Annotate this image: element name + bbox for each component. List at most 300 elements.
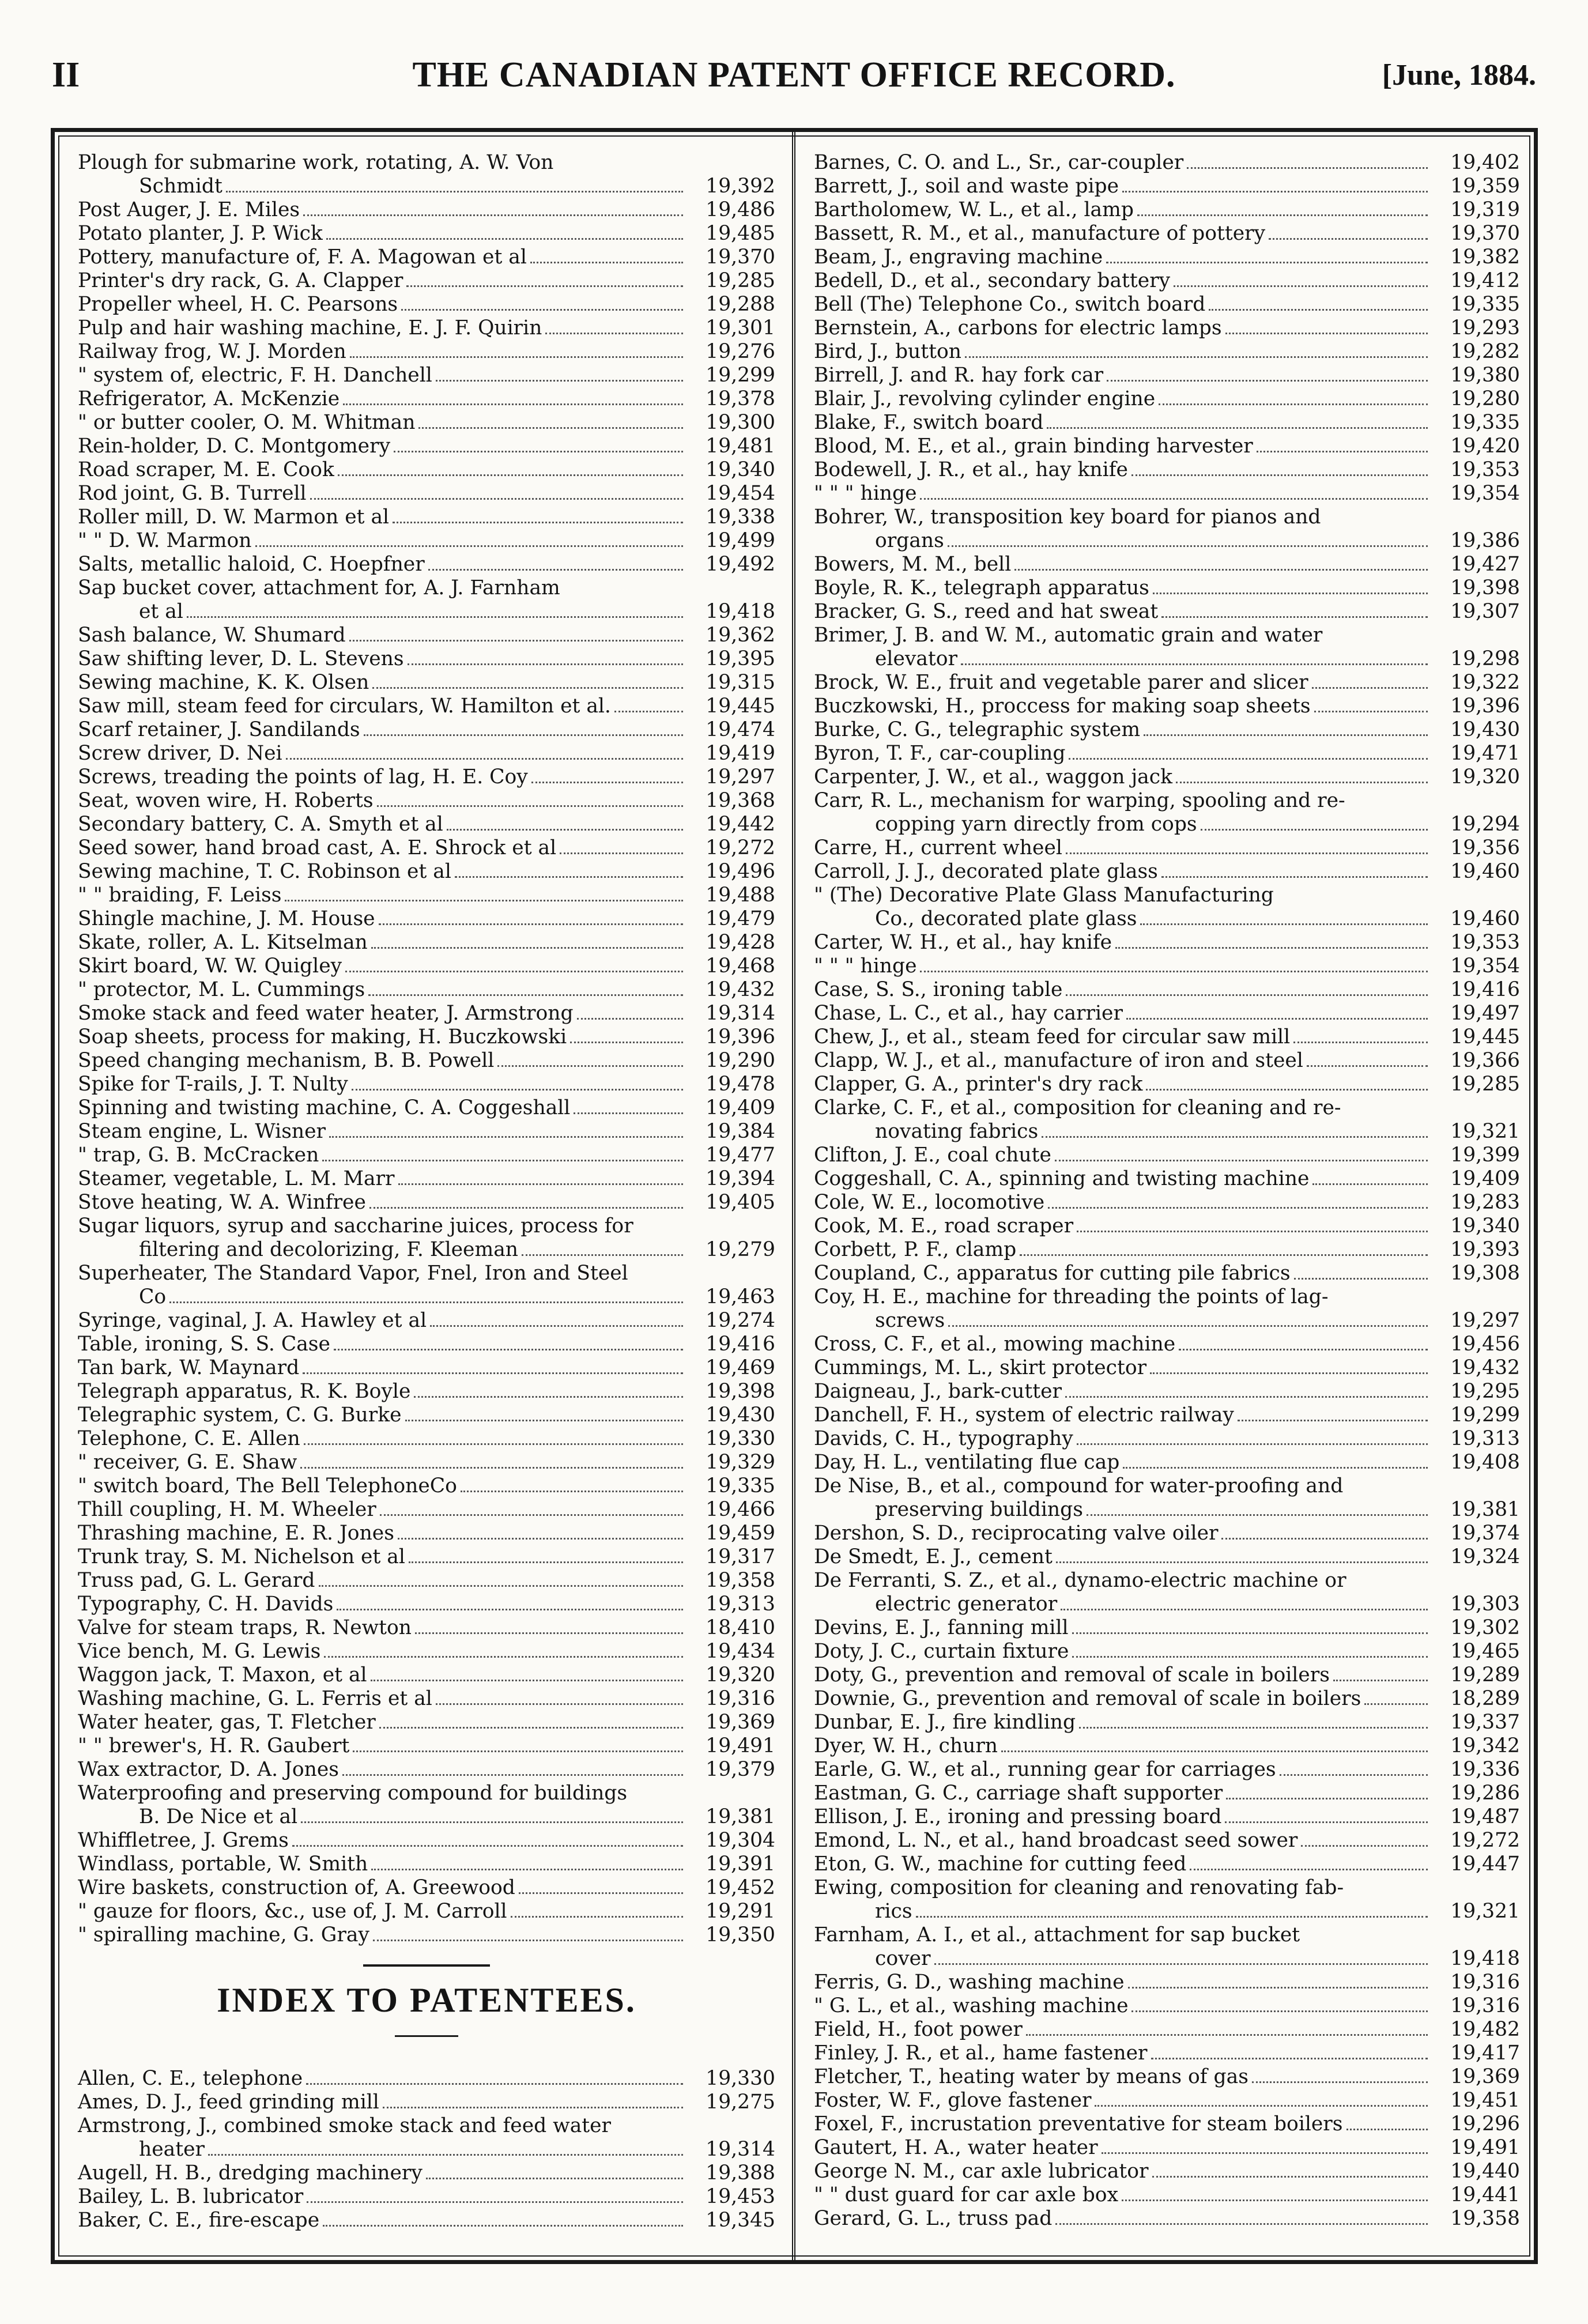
index-entry (78, 1073, 775, 1096)
index-entry (814, 1829, 1520, 1853)
entry-text (78, 387, 775, 411)
patent-number: 19,307 (1450, 600, 1520, 623)
entry-text (814, 1474, 1520, 1498)
entry-text (78, 1120, 775, 1144)
entry-text (814, 1191, 1520, 1214)
patent-number: 19,294 (1450, 813, 1520, 836)
entry-line: Scarf retainer, J. Sandilands (78, 718, 360, 741)
entry-text (814, 1545, 1520, 1569)
entry-line: Bohrer, W., transposition key board for pianos and (814, 505, 1321, 529)
page-header (52, 55, 1536, 107)
index-entry (814, 1758, 1520, 1782)
patent-number: 19,313 (706, 1593, 775, 1616)
patent-number: 19,288 (706, 293, 775, 316)
patent-number: 19,456 (1450, 1333, 1520, 1356)
patent-number: 19,398 (706, 1380, 775, 1403)
entry-line: Bernstein, A., carbons for electric lamps (814, 316, 1222, 339)
dot-leader (373, 1940, 683, 1941)
dot-leader (415, 1632, 683, 1634)
entry-line: Refrigerator, A. McKenzie (78, 387, 340, 410)
entry-text (814, 269, 1520, 293)
entry-text (814, 1971, 1520, 1994)
index-entry (814, 1262, 1520, 1285)
column-divider (792, 130, 795, 2262)
index-entry (78, 2091, 775, 2114)
patent-number: 19,419 (706, 742, 775, 765)
patent-number: 19,336 (1450, 1758, 1520, 1781)
entry-line: Co (139, 1285, 167, 1308)
entry-text (814, 576, 1520, 600)
patent-number: 19,386 (1450, 529, 1520, 552)
index-entry (814, 1522, 1520, 1545)
patent-number: 19,488 (706, 884, 775, 907)
entry-line: Sugar liquors, syrup and saccharine juices, process for (78, 1214, 633, 1238)
index-entry (814, 695, 1520, 718)
entry-text (814, 2112, 1520, 2136)
entry-line: " " brewer's, H. R. Gaubert (78, 1734, 350, 1757)
patent-number: 18,410 (706, 1616, 775, 1639)
patent-number: 19,474 (706, 718, 775, 741)
dot-leader (1055, 1160, 1428, 1161)
entry-text (78, 742, 775, 765)
entry-line: Rod joint, G. B. Turrell (78, 482, 307, 505)
index-entry (78, 316, 775, 340)
dot-leader (1122, 2200, 1428, 2201)
patent-number: 19,482 (1450, 2018, 1520, 2041)
entry-text (78, 2161, 775, 2185)
dot-leader (1077, 1231, 1428, 1232)
dot-leader (1066, 852, 1428, 854)
index-entry (814, 175, 1520, 198)
patent-number: 19,416 (706, 1333, 775, 1356)
entry-text (78, 340, 775, 364)
entry-line: Plough for submarine work, rotating, A. W. Von (78, 151, 554, 174)
patent-number: 19,313 (1450, 1427, 1520, 1450)
entry-line: Buczkowski, H., proccess for making soap sheets (814, 695, 1311, 718)
entry-text (78, 954, 775, 978)
dot-leader (1055, 2223, 1428, 2225)
patent-number: 19,378 (706, 387, 775, 410)
patent-number: 19,286 (1450, 1782, 1520, 1805)
index-entry (814, 364, 1520, 387)
dot-leader (405, 1420, 683, 1421)
index-entry (78, 2114, 775, 2161)
subject-index-list (78, 151, 775, 1947)
entry-text (814, 1238, 1520, 1262)
entry-text (814, 1829, 1520, 1853)
entry-line: heater (139, 2138, 205, 2161)
patent-number: 19,330 (706, 1427, 775, 1450)
patent-number: 19,492 (706, 553, 775, 576)
entry-text (78, 1593, 775, 1616)
entry-line: Brimer, J. B. and W. M., automatic grain and water (814, 624, 1323, 647)
index-entry (78, 789, 775, 813)
index-entry (814, 2112, 1520, 2136)
entry-text (78, 1522, 775, 1545)
entry-text (814, 1073, 1520, 1096)
index-entry (78, 624, 775, 647)
patent-number: 19,321 (1450, 1120, 1520, 1143)
entry-text (78, 2209, 775, 2232)
entry-text (814, 1640, 1520, 1663)
entry-line: Cook, M. E., road scraper (814, 1214, 1074, 1238)
entry-line: Clapp, W. J., et al., manufacture of iron and steel (814, 1049, 1303, 1072)
patent-number: 19,301 (706, 316, 775, 339)
patent-number: 19,434 (706, 1640, 775, 1663)
patent-number: 19,442 (706, 813, 775, 836)
patent-number: 18,289 (1450, 1687, 1520, 1710)
entry-text (78, 765, 775, 789)
entry-line: electric generator (875, 1593, 1058, 1616)
patent-number: 19,481 (706, 435, 775, 458)
patent-number: 19,296 (1450, 2112, 1520, 2136)
dot-leader (1176, 782, 1428, 783)
index-entry (78, 978, 775, 1002)
dot-leader (398, 1538, 683, 1540)
entry-text (814, 246, 1520, 269)
entry-line: Carre, H., current wheel (814, 836, 1062, 859)
dot-leader (1095, 2105, 1428, 2107)
entry-text (78, 1687, 775, 1711)
entry-text (814, 2160, 1520, 2183)
entry-line: " " braiding, F. Leiss (78, 884, 282, 907)
dot-leader (1226, 1798, 1428, 1799)
patent-number: 19,451 (1450, 2089, 1520, 2112)
index-entry (814, 576, 1520, 600)
entry-line: " trap, G. B. McCracken (78, 1144, 319, 1167)
entry-text (78, 647, 775, 671)
patent-number: 19,405 (706, 1191, 775, 1214)
patent-number: 19,380 (1450, 364, 1520, 387)
patent-number: 19,314 (706, 1002, 775, 1025)
index-entry (814, 1356, 1520, 1380)
entry-text (814, 151, 1520, 175)
index-entry (814, 836, 1520, 860)
entry-text (814, 435, 1520, 458)
dot-leader (1252, 2081, 1428, 2083)
patent-number: 19,279 (706, 1238, 775, 1261)
dot-leader (322, 1160, 683, 1161)
index-entry (78, 1214, 775, 1262)
dot-leader (1131, 2010, 1428, 2012)
entry-line: elevator (875, 647, 958, 670)
dot-leader (319, 1585, 684, 1587)
entry-line: " " " hinge (814, 482, 917, 505)
dot-leader (350, 356, 683, 358)
dot-leader (343, 403, 683, 405)
dot-leader (1001, 1750, 1428, 1752)
index-entry (814, 1782, 1520, 1805)
entry-line: De Ferranti, S. Z., et al., dynamo-electric machine or (814, 1569, 1346, 1592)
entry-line: filtering and decolorizing, F. Kleeman (139, 1238, 518, 1261)
entry-line: " gauze for floors, &c., use of, J. M. Carroll (78, 1900, 507, 1923)
entry-line: " " dust guard for car axle box (814, 2183, 1119, 2206)
dot-leader (377, 805, 683, 807)
index-entry (814, 2089, 1520, 2112)
entry-line: Bodewell, J. R., et al., hay knife (814, 458, 1128, 481)
index-entry (814, 954, 1520, 978)
patent-number: 19,416 (1450, 978, 1520, 1001)
patent-number: 19,452 (706, 1876, 775, 1899)
entry-continuation (814, 1120, 1520, 1144)
dot-leader (1174, 285, 1428, 287)
patent-number: 19,409 (706, 1096, 775, 1119)
index-entry (78, 293, 775, 316)
patent-number: 19,338 (706, 505, 775, 529)
entry-line: Field, H., foot power (814, 2018, 1023, 2041)
entry-line: Barnes, C. O. and L., Sr., car-coupler (814, 151, 1184, 174)
index-entry (814, 1191, 1520, 1214)
dot-leader (398, 1183, 683, 1185)
index-entry (78, 1427, 775, 1451)
entry-text (78, 1640, 775, 1663)
index-entry (814, 718, 1520, 742)
dot-leader (323, 2225, 683, 2227)
dot-leader (304, 1443, 683, 1445)
entry-text (78, 1096, 775, 1120)
entry-text (814, 671, 1520, 695)
entry-line: Clifton, J. E., coal chute (814, 1144, 1051, 1167)
issue-date: [June, 1884. (1382, 59, 1536, 92)
dot-leader (1293, 1042, 1428, 1043)
dot-leader (1201, 829, 1428, 831)
entry-line: Blood, M. E., et al., grain binding harvester (814, 435, 1253, 458)
index-entry (78, 1120, 775, 1144)
dot-leader (1047, 427, 1428, 429)
index-entry (78, 222, 775, 246)
entry-line: Bassett, R. M., et al., manufacture of pottery (814, 222, 1266, 245)
entry-line: Spinning and twisting machine, C. A. Coggeshall (78, 1096, 571, 1119)
index-entry (78, 1829, 775, 1853)
index-entry (814, 1734, 1520, 1758)
patentee-index-list-continued (814, 151, 1520, 2231)
index-entry (78, 1640, 775, 1663)
patent-number: 19,441 (1450, 2183, 1520, 2206)
dot-leader (1066, 994, 1428, 996)
patent-number: 19,316 (706, 1687, 775, 1710)
patent-number: 19,289 (1450, 1663, 1520, 1687)
dot-leader (406, 285, 683, 287)
index-entry (814, 1144, 1520, 1167)
dot-leader (226, 191, 683, 193)
patent-number: 19,358 (1450, 2207, 1520, 2230)
entry-text (78, 458, 775, 482)
dot-leader (383, 2107, 683, 2108)
dot-leader (371, 947, 683, 949)
entry-line: Foster, W. F., glove fastener (814, 2089, 1092, 2112)
patent-number: 19,299 (1450, 1404, 1520, 1427)
index-entry (78, 931, 775, 954)
dot-leader (1072, 1656, 1428, 1658)
entry-continuation (814, 1900, 1520, 1923)
entry-text (78, 1782, 775, 1805)
index-entry (814, 1853, 1520, 1876)
patent-number: 19,374 (1450, 1522, 1520, 1545)
patent-number: 19,308 (1450, 1262, 1520, 1285)
entry-line: Skate, roller, A. L. Kitselman (78, 931, 368, 954)
index-entry (78, 2067, 775, 2091)
entry-text (78, 1498, 775, 1522)
entry-text (78, 1616, 775, 1640)
dot-leader (169, 1301, 683, 1303)
entry-text (78, 1309, 775, 1333)
entry-line: Spike for T-rails, J. T. Nulty (78, 1073, 348, 1096)
index-entry (814, 1073, 1520, 1096)
index-entry (78, 1451, 775, 1474)
index-entry (78, 411, 775, 435)
dot-leader (522, 1254, 683, 1256)
index-entry (78, 553, 775, 576)
entry-line: Coy, H. E., machine for threading the points of lag- (814, 1285, 1329, 1308)
dot-leader (1190, 1869, 1428, 1870)
entry-line: Bell (The) Telephone Co., switch board (814, 293, 1206, 316)
entry-text (814, 198, 1520, 222)
entry-line: Clarke, C. F., et al., composition for cleaning and re- (814, 1096, 1341, 1119)
patent-number: 19,353 (1450, 931, 1520, 954)
index-entry (78, 505, 775, 529)
dot-leader (1314, 711, 1428, 712)
index-entry (814, 198, 1520, 222)
patent-number: 19,302 (1450, 1616, 1520, 1639)
dot-leader (1065, 1396, 1428, 1398)
index-entry (814, 1687, 1520, 1711)
index-entry (78, 246, 775, 269)
dot-leader (1187, 167, 1428, 169)
patent-number: 19,402 (1450, 151, 1520, 174)
patent-number: 19,430 (706, 1404, 775, 1427)
entry-line: " " D. W. Marmon (78, 529, 252, 552)
index-entry (814, 553, 1520, 576)
dot-leader (338, 474, 683, 476)
entry-text (78, 1073, 775, 1096)
entry-line: " spiralling machine, G. Gray (78, 1923, 369, 1946)
index-entry (78, 718, 775, 742)
index-entry (814, 1333, 1520, 1356)
index-entry (814, 1569, 1520, 1616)
index-entry (78, 1758, 775, 1782)
patent-number: 19,285 (1450, 1073, 1520, 1096)
entry-line: Screw driver, D. Nei (78, 742, 282, 765)
patent-number: 19,369 (1450, 2065, 1520, 2088)
dot-leader (337, 1609, 683, 1610)
entry-continuation (814, 1947, 1520, 1971)
patent-number: 19,427 (1450, 553, 1520, 576)
index-entry (814, 2207, 1520, 2231)
index-entry (814, 1238, 1520, 1262)
entry-continuation (814, 1593, 1520, 1616)
index-entry (814, 884, 1520, 931)
entry-line: Potato planter, J. P. Wick (78, 222, 323, 245)
entry-line: Water heater, gas, T. Fletcher (78, 1711, 376, 1734)
patent-number: 19,319 (1450, 198, 1520, 221)
index-entry (78, 1687, 775, 1711)
index-entry (814, 1096, 1520, 1144)
dot-leader (408, 663, 683, 665)
entry-line: Sewing machine, K. K. Olsen (78, 671, 369, 694)
entry-text (78, 1451, 775, 1474)
entry-line: novating fabrics (875, 1120, 1039, 1143)
patent-number: 19,369 (706, 1711, 775, 1734)
entry-line: Eastman, G. C., carriage shaft supporter (814, 1782, 1223, 1805)
patent-number: 19,275 (706, 2091, 775, 2114)
entry-line: Secondary battery, C. A. Smyth et al (78, 813, 443, 836)
patent-number: 19,316 (1450, 1971, 1520, 1994)
entry-line: Typography, C. H. Davids (78, 1593, 334, 1616)
entry-text (78, 553, 775, 576)
dot-leader (1056, 1561, 1428, 1563)
entry-continuation (78, 175, 775, 198)
index-entry (814, 600, 1520, 624)
entry-line: Road scraper, M. E. Cook (78, 458, 334, 481)
entry-text (78, 1829, 775, 1853)
patent-number: 19,420 (1450, 435, 1520, 458)
entry-line: Pulp and hair washing machine, E. J. F. Quirin (78, 316, 542, 339)
entry-text (814, 1167, 1520, 1191)
entry-text (814, 1876, 1520, 1900)
index-entry (78, 954, 775, 978)
patent-number: 19,320 (706, 1663, 775, 1687)
dot-leader (1161, 876, 1428, 878)
entry-text (78, 1049, 775, 1073)
dot-leader (285, 900, 683, 901)
entry-text (78, 813, 775, 836)
dot-leader (1307, 1065, 1428, 1067)
dot-leader (1225, 1821, 1428, 1823)
entry-text (814, 505, 1520, 529)
patent-number: 19,396 (1450, 695, 1520, 718)
index-entry (78, 1380, 775, 1404)
index-entry (814, 1380, 1520, 1404)
dot-leader (1312, 1183, 1428, 1185)
dot-leader (1144, 734, 1428, 736)
entry-continuation (814, 907, 1520, 931)
entry-line: Sap bucket cover, attachment for, A. J. Farnham (78, 576, 560, 599)
dot-leader (326, 238, 683, 240)
patent-number: 19,345 (706, 2209, 775, 2232)
dot-leader (430, 1325, 683, 1327)
index-entry (814, 246, 1520, 269)
index-entry (78, 1593, 775, 1616)
index-entry (814, 2160, 1520, 2183)
entry-text (78, 1474, 775, 1498)
entry-line: Waterproofing and preserving compound for buildings (78, 1782, 628, 1805)
index-entry (814, 316, 1520, 340)
entry-text (78, 1380, 775, 1404)
entry-text (814, 316, 1520, 340)
dot-leader (303, 1372, 683, 1374)
entry-line: B. De Nice et al (139, 1805, 298, 1828)
patent-number: 19,381 (706, 1805, 775, 1828)
dot-leader (1333, 1680, 1428, 1681)
dot-leader (409, 1561, 683, 1563)
patent-number: 19,391 (706, 1853, 775, 1876)
entry-text (78, 2114, 775, 2138)
patent-number: 19,356 (1450, 836, 1520, 859)
patent-number: 19,290 (706, 1049, 775, 1072)
entry-line: Dyer, W. H., churn (814, 1734, 998, 1757)
entry-text (78, 671, 775, 695)
index-entry (814, 269, 1520, 293)
index-entry (78, 1876, 775, 1900)
index-entry (78, 1853, 775, 1876)
index-entry (814, 1994, 1520, 2018)
patent-number: 19,460 (1450, 907, 1520, 930)
entry-line: Bird, J., button (814, 340, 961, 363)
entry-text (78, 364, 775, 387)
dot-leader (1161, 616, 1428, 618)
index-entry (78, 1049, 775, 1073)
index-entry (814, 435, 1520, 458)
